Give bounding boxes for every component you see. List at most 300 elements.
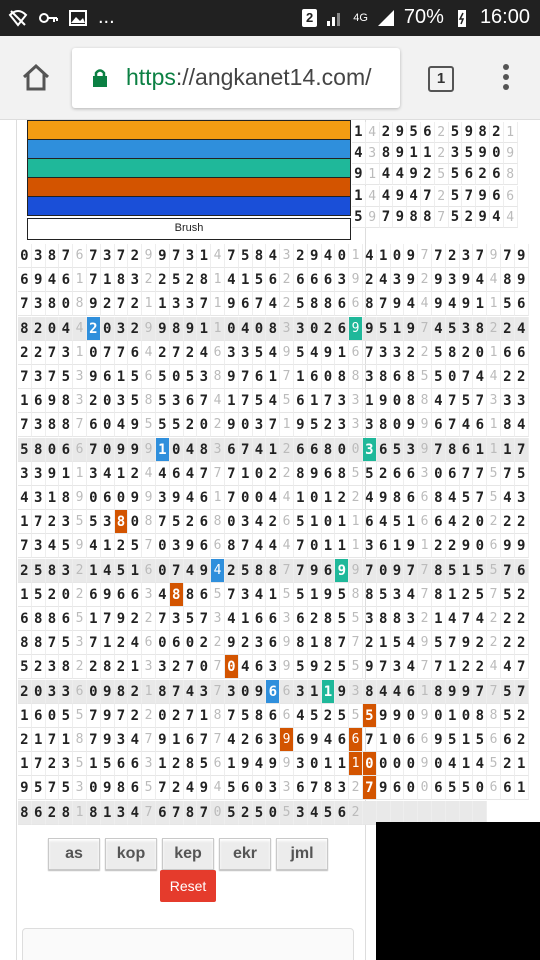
grid-cell[interactable]: 1: [87, 607, 101, 631]
grid-cell[interactable]: 3: [59, 752, 73, 776]
grid-cell[interactable]: 0: [391, 728, 405, 752]
grid-cell[interactable]: 5: [280, 801, 294, 825]
grid-cell[interactable]: 9: [476, 207, 490, 228]
grid-cell[interactable]: 8: [115, 268, 129, 292]
grid-cell[interactable]: 0: [432, 704, 446, 728]
grid-cell[interactable]: 9: [308, 728, 322, 752]
grid-cell[interactable]: 8: [253, 559, 267, 583]
grid-cell[interactable]: 1: [239, 607, 253, 631]
grid-cell[interactable]: 1: [377, 244, 391, 268]
grid-cell[interactable]: 7: [446, 389, 460, 413]
grid-cell[interactable]: 6: [115, 583, 129, 607]
grid-cell[interactable]: 4: [225, 728, 239, 752]
grid-cell[interactable]: 7: [308, 776, 322, 800]
grid-cell[interactable]: 0: [156, 631, 170, 655]
grid-cell[interactable]: 0: [225, 655, 239, 679]
grid-cell[interactable]: 1: [18, 389, 32, 413]
grid-cell[interactable]: 7: [73, 413, 87, 437]
grid-cell[interactable]: 3: [391, 583, 405, 607]
grid-cell[interactable]: 7: [18, 365, 32, 389]
grid-cell[interactable]: 2: [46, 752, 60, 776]
grid-cell[interactable]: 6: [462, 164, 476, 185]
grid-cell[interactable]: 6: [197, 583, 211, 607]
grid-cell[interactable]: 9: [418, 704, 432, 728]
grid-cell[interactable]: 7: [446, 631, 460, 655]
grid-cell[interactable]: 8: [87, 801, 101, 825]
grid-cell[interactable]: 1: [211, 292, 225, 316]
grid-cell[interactable]: 7: [473, 244, 487, 268]
grid-cell[interactable]: 4: [366, 122, 380, 143]
grid-cell[interactable]: 2: [128, 244, 142, 268]
grid-cell[interactable]: 7: [211, 655, 225, 679]
grid-cell[interactable]: 4: [294, 704, 308, 728]
grid-cell[interactable]: 6: [280, 510, 294, 534]
grid-cell[interactable]: 0: [404, 776, 418, 800]
grid-cell[interactable]: 2: [156, 341, 170, 365]
grid-cell[interactable]: 0: [170, 365, 184, 389]
home-icon[interactable]: [20, 62, 52, 94]
grid-cell[interactable]: 0: [239, 413, 253, 437]
grid-cell[interactable]: 3: [142, 752, 156, 776]
grid-cell[interactable]: 5: [18, 655, 32, 679]
grid-cell[interactable]: 2: [170, 704, 184, 728]
grid-cell[interactable]: 9: [46, 389, 60, 413]
grid-cell[interactable]: 5: [407, 122, 421, 143]
grid-cell[interactable]: 9: [253, 680, 267, 704]
grid-cell[interactable]: 1: [308, 510, 322, 534]
grid-cell[interactable]: 7: [87, 728, 101, 752]
grid-cell[interactable]: 9: [515, 534, 529, 558]
grid-cell[interactable]: 2: [239, 631, 253, 655]
grid-cell[interactable]: 2: [170, 776, 184, 800]
grid-cell[interactable]: 4: [184, 776, 198, 800]
grid-cell[interactable]: 2: [349, 801, 363, 825]
grid-cell[interactable]: 5: [253, 268, 267, 292]
grid-cell[interactable]: 5: [87, 510, 101, 534]
grid-cell[interactable]: 6: [184, 728, 198, 752]
grid-cell[interactable]: 2: [87, 655, 101, 679]
grid-cell[interactable]: 0: [87, 680, 101, 704]
grid-cell[interactable]: 3: [280, 317, 294, 341]
grid-cell[interactable]: 2: [115, 631, 129, 655]
grid-cell[interactable]: 7: [59, 244, 73, 268]
grid-cell[interactable]: 5: [59, 534, 73, 558]
grid-cell[interactable]: 0: [156, 559, 170, 583]
grid-cell[interactable]: 2: [128, 680, 142, 704]
grid-cell[interactable]: 6: [280, 704, 294, 728]
grid-cell[interactable]: 3: [239, 583, 253, 607]
grid-cell[interactable]: 5: [449, 186, 463, 207]
grid-cell[interactable]: 8: [363, 583, 377, 607]
brush-color-swatch[interactable]: [27, 177, 351, 197]
grid-cell[interactable]: 3: [142, 583, 156, 607]
grid-cell[interactable]: 3: [363, 438, 377, 462]
grid-cell[interactable]: 2: [18, 680, 32, 704]
grid-cell[interactable]: 2: [363, 268, 377, 292]
grid-cell[interactable]: 7: [142, 728, 156, 752]
grid-cell[interactable]: 9: [335, 680, 349, 704]
grid-cell[interactable]: 6: [335, 801, 349, 825]
grid-cell[interactable]: 9: [73, 534, 87, 558]
grid-cell[interactable]: 7: [335, 631, 349, 655]
grid-cell[interactable]: 2: [421, 164, 435, 185]
grid-cell[interactable]: 1: [294, 486, 308, 510]
grid-cell[interactable]: 5: [115, 559, 129, 583]
grid-cell[interactable]: 7: [294, 559, 308, 583]
grid-cell[interactable]: 6: [432, 776, 446, 800]
grid-cell[interactable]: 2: [73, 583, 87, 607]
grid-cell[interactable]: 1: [487, 413, 501, 437]
grid-cell[interactable]: 9: [308, 655, 322, 679]
grid-cell[interactable]: 9: [404, 244, 418, 268]
grid-cell[interactable]: 7: [349, 631, 363, 655]
grid-cell[interactable]: 2: [377, 462, 391, 486]
grid-cell[interactable]: 5: [418, 365, 432, 389]
grid-cell[interactable]: 0: [490, 143, 504, 164]
grid-cell[interactable]: 8: [211, 365, 225, 389]
grid-cell[interactable]: 9: [363, 317, 377, 341]
grid-cell[interactable]: 9: [377, 389, 391, 413]
grid-cell[interactable]: 8: [322, 292, 336, 316]
grid-cell[interactable]: 3: [32, 365, 46, 389]
grid-cell[interactable]: 6: [421, 122, 435, 143]
grid-cell[interactable]: 1: [501, 438, 515, 462]
grid-cell[interactable]: 5: [59, 776, 73, 800]
kep-button[interactable]: kep: [162, 838, 214, 870]
grid-cell[interactable]: 9: [515, 268, 529, 292]
grid-cell[interactable]: 2: [211, 631, 225, 655]
jml-button[interactable]: jml: [276, 838, 328, 870]
grid-cell[interactable]: 9: [460, 534, 474, 558]
grid-cell[interactable]: 2: [184, 413, 198, 437]
grid-cell[interactable]: 8: [322, 438, 336, 462]
grid-cell[interactable]: 2: [515, 631, 529, 655]
grid-cell[interactable]: 3: [363, 607, 377, 631]
grid-cell[interactable]: 2: [363, 631, 377, 655]
brush-color-swatch[interactable]: [27, 196, 351, 216]
grid-cell[interactable]: 9: [156, 317, 170, 341]
grid-cell[interactable]: 2: [32, 341, 46, 365]
grid-cell[interactable]: 2: [115, 655, 129, 679]
grid-cell[interactable]: 8: [322, 607, 336, 631]
grid-cell[interactable]: 4: [446, 752, 460, 776]
grid-cell[interactable]: 7: [197, 801, 211, 825]
grid-cell[interactable]: 3: [128, 268, 142, 292]
grid-cell[interactable]: 2: [73, 559, 87, 583]
grid-cell[interactable]: 6: [418, 486, 432, 510]
grid-cell[interactable]: 9: [393, 207, 407, 228]
grid-cell[interactable]: 0: [59, 292, 73, 316]
grid-cell[interactable]: 1: [156, 752, 170, 776]
grid-cell[interactable]: 1: [391, 317, 405, 341]
grid-cell[interactable]: 3: [363, 413, 377, 437]
grid-cell[interactable]: 4: [393, 164, 407, 185]
grid-cell[interactable]: 9: [404, 317, 418, 341]
grid-cell[interactable]: 5: [239, 559, 253, 583]
grid-cell[interactable]: 5: [101, 752, 115, 776]
grid-cell[interactable]: 9: [280, 728, 294, 752]
grid-cell[interactable]: 6: [501, 341, 515, 365]
grid-cell[interactable]: 4: [504, 207, 518, 228]
grid-cell[interactable]: 1: [59, 728, 73, 752]
grid-cell[interactable]: 5: [308, 704, 322, 728]
grid-cell[interactable]: 2: [501, 607, 515, 631]
grid-cell[interactable]: 1: [73, 801, 87, 825]
grid-cell[interactable]: 5: [501, 292, 515, 316]
grid-cell[interactable]: 4: [377, 680, 391, 704]
grid-cell[interactable]: 5: [487, 752, 501, 776]
grid-cell[interactable]: 1: [197, 317, 211, 341]
grid-cell[interactable]: 8: [363, 680, 377, 704]
grid-cell[interactable]: 9: [335, 559, 349, 583]
grid-cell[interactable]: 9: [280, 655, 294, 679]
grid-cell[interactable]: 6: [170, 631, 184, 655]
grid-cell[interactable]: 6: [349, 341, 363, 365]
grid-cell[interactable]: 5: [225, 776, 239, 800]
grid-cell[interactable]: 4: [460, 413, 474, 437]
grid-cell[interactable]: 9: [308, 462, 322, 486]
grid-cell[interactable]: 9: [101, 583, 115, 607]
grid-cell[interactable]: 5: [460, 776, 474, 800]
grid-cell[interactable]: 0: [87, 486, 101, 510]
grid-cell[interactable]: 3: [73, 776, 87, 800]
grid-cell[interactable]: 1: [515, 776, 529, 800]
grid-cell[interactable]: 9: [73, 486, 87, 510]
grid-cell[interactable]: 7: [142, 801, 156, 825]
grid-cell[interactable]: 9: [280, 631, 294, 655]
grid-cell[interactable]: 6: [211, 341, 225, 365]
grid-cell[interactable]: 2: [170, 655, 184, 679]
grid-cell[interactable]: 1: [515, 752, 529, 776]
grid-cell[interactable]: 4: [280, 534, 294, 558]
grid-cell[interactable]: 3: [32, 486, 46, 510]
grid-cell[interactable]: 9: [142, 486, 156, 510]
grid-cell[interactable]: 4: [211, 244, 225, 268]
grid-cell[interactable]: 5: [59, 704, 73, 728]
grid-cell[interactable]: 2: [515, 607, 529, 631]
grid-cell[interactable]: 4: [266, 389, 280, 413]
grid-cell[interactable]: 6: [128, 752, 142, 776]
grid-cell[interactable]: 7: [115, 244, 129, 268]
grid-cell[interactable]: 9: [225, 631, 239, 655]
grid-cell[interactable]: 7: [266, 413, 280, 437]
grid-cell[interactable]: 8: [391, 607, 405, 631]
grid-cell[interactable]: 6: [308, 438, 322, 462]
grid-cell[interactable]: 3: [87, 462, 101, 486]
grid-cell[interactable]: 2: [280, 268, 294, 292]
grid-cell[interactable]: 1: [335, 341, 349, 365]
grid-cell[interactable]: 3: [294, 317, 308, 341]
grid-cell[interactable]: 7: [46, 365, 60, 389]
grid-cell[interactable]: 1: [101, 631, 115, 655]
grid-cell[interactable]: 1: [418, 680, 432, 704]
grid-cell[interactable]: 5: [253, 341, 267, 365]
grid-cell[interactable]: 4: [308, 341, 322, 365]
grid-cell[interactable]: 1: [101, 801, 115, 825]
grid-cell[interactable]: 2: [322, 704, 336, 728]
grid-cell[interactable]: 5: [501, 704, 515, 728]
grid-cell[interactable]: 6: [239, 776, 253, 800]
grid-cell[interactable]: 7: [515, 680, 529, 704]
grid-cell[interactable]: 0: [18, 244, 32, 268]
grid-cell[interactable]: 3: [101, 244, 115, 268]
grid-cell[interactable]: 1: [156, 292, 170, 316]
grid-cell[interactable]: 0: [239, 680, 253, 704]
grid-cell[interactable]: 8: [59, 389, 73, 413]
grid-cell[interactable]: 9: [377, 486, 391, 510]
grid-cell[interactable]: 8: [46, 244, 60, 268]
grid-cell[interactable]: 9: [46, 462, 60, 486]
grid-cell[interactable]: 1: [46, 486, 60, 510]
grid-cell[interactable]: 1: [128, 559, 142, 583]
grid-cell[interactable]: 2: [501, 752, 515, 776]
grid-cell[interactable]: 8: [170, 317, 184, 341]
grid-cell[interactable]: 7: [435, 207, 449, 228]
grid-cell[interactable]: 2: [184, 341, 198, 365]
grid-cell[interactable]: 5: [391, 438, 405, 462]
grid-cell[interactable]: 9: [322, 341, 336, 365]
grid-cell[interactable]: 4: [473, 607, 487, 631]
grid-cell[interactable]: 5: [501, 583, 515, 607]
grid-cell[interactable]: 6: [294, 268, 308, 292]
grid-cell[interactable]: 3: [73, 365, 87, 389]
grid-cell[interactable]: 6: [266, 704, 280, 728]
grid-cell[interactable]: 7: [404, 559, 418, 583]
grid-cell[interactable]: 1: [239, 268, 253, 292]
grid-cell[interactable]: 5: [294, 510, 308, 534]
grid-cell[interactable]: 0: [266, 801, 280, 825]
grid-cell[interactable]: 7: [87, 631, 101, 655]
grid-cell[interactable]: 0: [156, 704, 170, 728]
grid-cell[interactable]: 9: [142, 317, 156, 341]
grid-cell[interactable]: 7: [46, 631, 60, 655]
grid-cell[interactable]: 8: [184, 752, 198, 776]
grid-cell[interactable]: 3: [253, 413, 267, 437]
grid-cell[interactable]: 3: [170, 607, 184, 631]
grid-cell[interactable]: 6: [211, 534, 225, 558]
grid-cell[interactable]: 5: [225, 801, 239, 825]
grid-cell[interactable]: 9: [366, 207, 380, 228]
grid-cell[interactable]: 6: [391, 462, 405, 486]
grid-cell[interactable]: 1: [115, 365, 129, 389]
grid-cell[interactable]: 3: [32, 413, 46, 437]
grid-cell[interactable]: 4: [363, 244, 377, 268]
grid-cell[interactable]: 4: [253, 510, 267, 534]
grid-cell[interactable]: 3: [115, 317, 129, 341]
grid-cell[interactable]: 4: [59, 317, 73, 341]
grid-cell[interactable]: 2: [184, 268, 198, 292]
grid-cell[interactable]: 1: [211, 268, 225, 292]
grid-cell[interactable]: 8: [377, 607, 391, 631]
grid-cell[interactable]: 4: [322, 728, 336, 752]
grid-cell[interactable]: 1: [335, 752, 349, 776]
grid-cell[interactable]: 7: [170, 341, 184, 365]
grid-cell[interactable]: 4: [73, 317, 87, 341]
grid-cell[interactable]: 4: [253, 752, 267, 776]
grid-cell[interactable]: 9: [101, 728, 115, 752]
grid-cell[interactable]: 6: [156, 801, 170, 825]
grid-cell[interactable]: 8: [46, 607, 60, 631]
grid-cell[interactable]: 3: [501, 389, 515, 413]
grid-cell[interactable]: 5: [211, 583, 225, 607]
grid-cell[interactable]: 1: [308, 631, 322, 655]
grid-cell[interactable]: 7: [460, 365, 474, 389]
grid-cell[interactable]: 8: [211, 704, 225, 728]
grid-cell[interactable]: 0: [404, 704, 418, 728]
grid-cell[interactable]: 8: [501, 268, 515, 292]
grid-cell[interactable]: 3: [335, 389, 349, 413]
grid-cell[interactable]: 6: [253, 728, 267, 752]
grid-cell[interactable]: 7: [46, 728, 60, 752]
grid-cell[interactable]: 7: [170, 801, 184, 825]
grid-cell[interactable]: 9: [322, 583, 336, 607]
grid-cell[interactable]: 3: [294, 801, 308, 825]
grid-cell[interactable]: 7: [18, 292, 32, 316]
grid-cell[interactable]: 7: [197, 292, 211, 316]
grid-cell[interactable]: 5: [473, 583, 487, 607]
grid-cell[interactable]: 9: [393, 143, 407, 164]
grid-cell[interactable]: 7: [239, 389, 253, 413]
grid-cell[interactable]: 8: [211, 510, 225, 534]
grid-cell[interactable]: 9: [197, 776, 211, 800]
grid-cell[interactable]: [404, 801, 418, 825]
grid-cell[interactable]: 3: [349, 680, 363, 704]
grid-cell[interactable]: 8: [46, 413, 60, 437]
grid-cell[interactable]: 1: [504, 122, 518, 143]
grid-cell[interactable]: 0: [432, 462, 446, 486]
grid-cell[interactable]: 4: [266, 292, 280, 316]
grid-cell[interactable]: 4: [18, 486, 32, 510]
grid-cell[interactable]: 7: [87, 438, 101, 462]
grid-cell[interactable]: 6: [18, 268, 32, 292]
grid-cell[interactable]: 1: [18, 510, 32, 534]
grid-cell[interactable]: 1: [407, 143, 421, 164]
grid-cell[interactable]: 7: [170, 244, 184, 268]
grid-cell[interactable]: 9: [225, 365, 239, 389]
grid-cell[interactable]: 5: [487, 559, 501, 583]
grid-cell[interactable]: 1: [225, 389, 239, 413]
grid-cell[interactable]: 9: [101, 776, 115, 800]
grid-cell[interactable]: 9: [128, 413, 142, 437]
grid-cell[interactable]: 8: [32, 631, 46, 655]
grid-cell[interactable]: 3: [335, 268, 349, 292]
grid-cell[interactable]: 0: [432, 752, 446, 776]
grid-cell[interactable]: 4: [487, 365, 501, 389]
grid-cell[interactable]: 3: [363, 365, 377, 389]
grid-cell[interactable]: 0: [363, 752, 377, 776]
grid-cell[interactable]: 0: [308, 752, 322, 776]
grid-cell[interactable]: 4: [515, 413, 529, 437]
grid-cell[interactable]: 1: [87, 559, 101, 583]
grid-cell[interactable]: 8: [476, 122, 490, 143]
grid-cell[interactable]: 6: [322, 268, 336, 292]
grid-cell[interactable]: 4: [404, 292, 418, 316]
grid-cell[interactable]: 8: [266, 317, 280, 341]
grid-cell[interactable]: 0: [322, 365, 336, 389]
grid-cell[interactable]: 9: [87, 365, 101, 389]
grid-cell[interactable]: 5: [391, 510, 405, 534]
grid-cell[interactable]: 9: [487, 244, 501, 268]
grid-cell[interactable]: 0: [308, 486, 322, 510]
grid-cell[interactable]: 8: [363, 292, 377, 316]
grid-cell[interactable]: 7: [87, 244, 101, 268]
grid-cell[interactable]: 4: [101, 462, 115, 486]
grid-cell[interactable]: 2: [322, 655, 336, 679]
grid-cell[interactable]: [432, 801, 446, 825]
grid-cell[interactable]: [363, 801, 377, 825]
grid-cell[interactable]: 6: [266, 268, 280, 292]
grid-cell[interactable]: 6: [73, 680, 87, 704]
